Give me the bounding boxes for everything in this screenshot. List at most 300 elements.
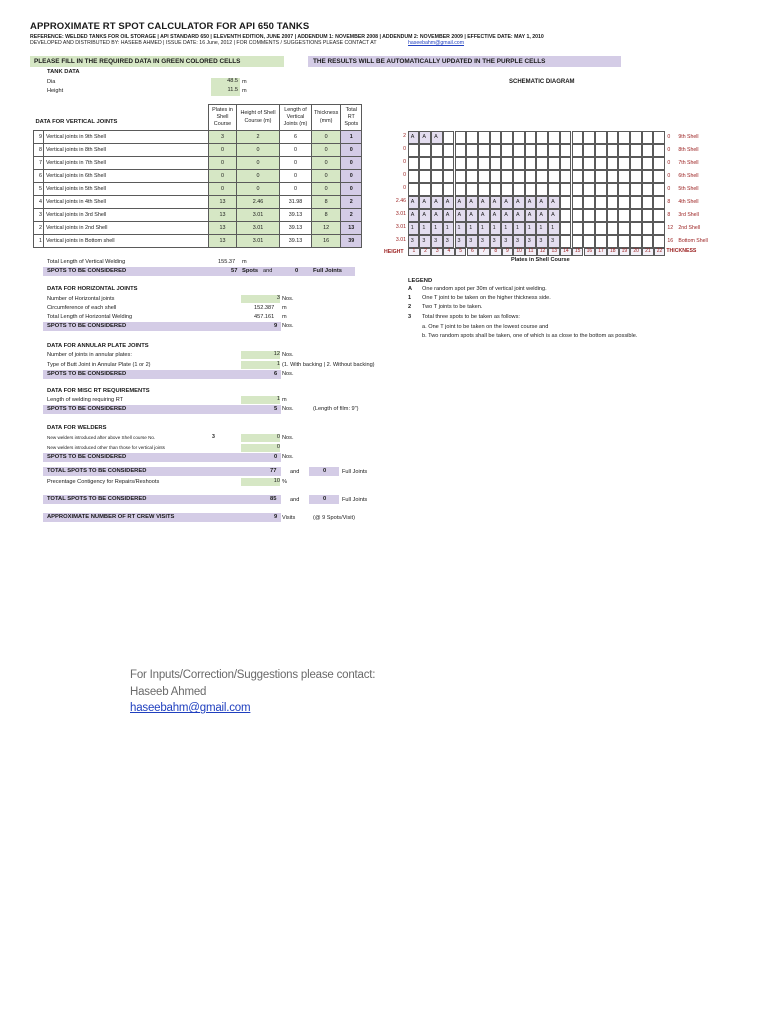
schematic-cell: 1 (501, 222, 513, 235)
schematic-cell (595, 222, 607, 235)
legend-text: Two T joints to be taken. (422, 304, 483, 311)
vertical-joint-row (34, 235, 362, 248)
schematic-cell (583, 144, 595, 157)
rt-spots-value: 39 (341, 235, 362, 248)
dia-label: Dia (47, 79, 56, 85)
schematic-row-height: 3.01 (395, 237, 406, 244)
schematic-cell (501, 157, 513, 170)
schematic-cell (455, 157, 467, 170)
schematic-cell (618, 157, 630, 170)
plates-input[interactable]: 13 (209, 222, 237, 235)
schematic-cell (653, 183, 665, 196)
schematic-cell (630, 196, 642, 209)
schematic-cell: A (431, 209, 443, 222)
schematic-column-number: 3 (431, 248, 443, 256)
schematic-cell: A (408, 131, 420, 144)
schematic-column-number: 20 (630, 248, 642, 256)
annular-spots-unit: Nos. (282, 371, 294, 377)
schematic-cell (618, 209, 630, 222)
legend-key: 1 (408, 295, 412, 302)
thickness-input[interactable]: 8 (312, 196, 341, 209)
plates-input[interactable]: 0 (209, 144, 237, 157)
schematic-cell (583, 157, 595, 170)
row-index: 4 (34, 196, 44, 209)
vertical-joint-row (34, 209, 362, 222)
legend-sub-b: b. Two random spots shall be taken, one of which is as close to the bottom as possible. (422, 333, 638, 339)
row-index: 8 (34, 144, 44, 157)
horizontal-num-label: Number of Horizontal joints (47, 296, 115, 302)
schematic-column-number: 22 (654, 248, 666, 256)
schematic-cell (455, 183, 467, 196)
contingency-input[interactable]: 10 (241, 478, 280, 486)
misc-length-input[interactable]: 1 (241, 396, 280, 404)
schematic-cell (513, 170, 525, 183)
schematic-cell (466, 183, 478, 196)
contact-email-link[interactable]: haseebahm@gmail.com (130, 702, 251, 715)
annular-num-input[interactable]: 12 (241, 351, 280, 359)
legend-key: A (408, 286, 413, 292)
schematic-cell (618, 235, 630, 248)
schematic-cell (560, 157, 572, 170)
thickness-input[interactable]: 0 (312, 183, 341, 196)
schematic-cell (478, 183, 490, 196)
schematic-cell (548, 183, 560, 196)
schematic-cell (560, 209, 572, 222)
schematic-cell (490, 183, 502, 196)
schematic-row-shell: Bottom Shell (678, 238, 708, 245)
course-height-input[interactable]: 0 (237, 157, 280, 170)
crew-visits-unit: Visits (282, 515, 296, 521)
schematic-column-number: 7 (478, 248, 490, 256)
schematic-cell (607, 222, 619, 235)
schematic-cell (630, 170, 642, 183)
schematic-cell: A (501, 196, 513, 209)
schematic-cell (560, 131, 572, 144)
thickness-input[interactable]: 8 (312, 209, 341, 222)
grand-total-and: and (290, 497, 300, 503)
schematic-cell: A (431, 131, 443, 144)
schematic-cell (630, 144, 642, 157)
schematic-cell (583, 209, 595, 222)
schematic-cell (408, 170, 420, 183)
plates-input[interactable]: 3 (209, 131, 237, 144)
plates-input[interactable]: 13 (209, 209, 237, 222)
schematic-cell (536, 144, 548, 157)
plates-input[interactable]: 13 (209, 235, 237, 248)
annular-spots-value: 6 (274, 371, 278, 377)
schematic-cell (525, 183, 537, 196)
course-height-input[interactable]: 3.01 (237, 209, 280, 222)
schematic-cell (501, 144, 513, 157)
schematic-cell (572, 222, 584, 235)
schematic-cell: 1 (548, 222, 560, 235)
schematic-cell (536, 183, 548, 196)
rt-spots-value: 13 (341, 222, 362, 235)
row-label: Vertical joints in 2nd Shell (44, 222, 209, 235)
row-index: 6 (34, 170, 44, 183)
schematic-cell (455, 170, 467, 183)
schematic-cell (478, 170, 490, 183)
schematic-column-number: 1 (408, 248, 420, 256)
schematic-cell (466, 170, 478, 183)
schematic-cell: A (419, 209, 431, 222)
course-height-input[interactable]: 2.46 (237, 196, 280, 209)
schematic-cell: 3 (536, 235, 548, 248)
schematic-cell (642, 144, 654, 157)
schematic-cell (630, 235, 642, 248)
schematic-cell (642, 196, 654, 209)
vertical-spots-label: SPOTS TO BE CONSIDERED (47, 268, 127, 274)
thickness-input[interactable]: 0 (312, 170, 341, 183)
schematic-cell: 1 (490, 222, 502, 235)
schematic-cell: A (408, 209, 420, 222)
schematic-cell: A (443, 196, 455, 209)
schematic-column-number: 12 (537, 248, 549, 256)
vertical-joint-row (34, 144, 362, 157)
total-full-value: 0 (323, 468, 327, 474)
schematic-cell: 3 (443, 235, 455, 248)
schematic-row-shell: 4th Shell (678, 199, 699, 206)
circumference-unit: m (282, 305, 287, 311)
schematic-column-number: 6 (467, 248, 479, 256)
misc-heading: DATA FOR MISC RT REQUIREMENTS (47, 388, 150, 394)
col-plates-header: Plates in Shell Course (209, 105, 237, 131)
schematic-cell (490, 170, 502, 183)
schematic-row-height: 0 (403, 172, 406, 179)
annular-num-label: Number of joints in annular plates: (47, 352, 132, 358)
crew-visits-label: APPROXIMATE NUMBER OF RT CREW VISITS (47, 514, 175, 520)
schematic-cell (525, 170, 537, 183)
thickness-input[interactable]: 0 (312, 157, 341, 170)
row-index: 7 (34, 157, 44, 170)
schematic-row-height: 2 (403, 133, 406, 139)
course-height-input[interactable]: 0 (237, 183, 280, 196)
vertical-full-label: Full Joints (313, 268, 342, 274)
vertical-and: and (263, 268, 273, 274)
course-height-input[interactable]: 2 (237, 131, 280, 144)
schematic-cell (466, 131, 478, 144)
schematic-cell (583, 196, 595, 209)
schematic-cell: A (408, 196, 420, 209)
schematic-cell: A (490, 209, 502, 222)
schematic-column-number: 9 (502, 248, 514, 256)
schematic-cell (548, 157, 560, 170)
schematic-cell (490, 131, 502, 144)
schematic-cell: 3 (431, 235, 443, 248)
schematic-cell (642, 209, 654, 222)
schematic-cell (630, 183, 642, 196)
schematic-cell (536, 170, 548, 183)
schematic-cell (501, 170, 513, 183)
schematic-cell: 3 (408, 235, 420, 248)
schematic-row-height: 3.01 (395, 211, 406, 218)
schematic-cell (560, 196, 572, 209)
welders-spots-label: SPOTS TO BE CONSIDERED (47, 454, 127, 460)
new-welders-course: 3 (212, 434, 215, 440)
misc-length-label: Length of welding requiring RT (47, 397, 124, 403)
schematic-cell: A (525, 209, 537, 222)
schematic-cell: 1 (478, 222, 490, 235)
schematic-cell (408, 183, 420, 196)
welders-spots-unit: Nos. (282, 454, 294, 460)
schematic-cell (455, 144, 467, 157)
schematic-column-number: 4 (443, 248, 455, 256)
schematic-cell (478, 131, 490, 144)
schematic-cell (513, 157, 525, 170)
schematic-cell: 3 (548, 235, 560, 248)
page-title: APPROXIMATE RT SPOT CALCULATOR FOR API 650 TANKS (30, 21, 310, 32)
rt-spots-value: 2 (341, 209, 362, 222)
schematic-cell: A (536, 209, 548, 222)
schematic-cell (560, 222, 572, 235)
schematic-cell: A (431, 196, 443, 209)
new-welders-input[interactable]: 0 (241, 434, 280, 442)
schematic-cell (490, 144, 502, 157)
schematic-row-thickness: 8 (667, 212, 671, 219)
schematic-cell (607, 183, 619, 196)
schematic-cell (443, 183, 455, 196)
schematic-cell: A (419, 196, 431, 209)
schematic-cell (642, 157, 654, 170)
annular-num-unit: Nos. (282, 352, 294, 358)
thickness-input[interactable]: 0 (312, 131, 341, 144)
plates-input[interactable]: 0 (209, 157, 237, 170)
schematic-cell (618, 222, 630, 235)
horizontal-total-label: Total Length of Horizontal Welding (47, 314, 133, 320)
schematic-cell (642, 170, 654, 183)
joint-length-value: 39.13 (280, 235, 312, 248)
schematic-column-number: 5 (455, 248, 467, 256)
schematic-cell (607, 209, 619, 222)
schematic-cell (653, 131, 665, 144)
row-label: Vertical joints in 7th Shell (44, 157, 209, 170)
schematic-cell (548, 144, 560, 157)
plates-input[interactable]: 0 (209, 183, 237, 196)
schematic-cell (618, 170, 630, 183)
joint-length-value: 39.13 (280, 222, 312, 235)
vertical-joint-row (34, 183, 362, 196)
schematic-cell (548, 170, 560, 183)
schematic-cell (595, 157, 607, 170)
schematic-row-shell: 5th Shell (678, 186, 699, 193)
reference-line: REFERENCE: WELDED TANKS FOR OIL STORAGE | API STANDARD 650 | ELEVENTH EDITION, JUNE 2007 | ADDENDUM 1: NOVEMBER 2008 | ADDENDUM 2: NOVEMBER 2009 | EFFECTIVE DATE: MAY 1, 2010 (30, 34, 544, 40)
total-spots-label: TOTAL SPOTS TO BE CONSIDERED (47, 468, 147, 474)
total-spots-and: and (290, 469, 300, 475)
schematic-cell (630, 209, 642, 222)
row-index: 1 (34, 235, 44, 248)
schematic-row-height: 3.01 (395, 224, 406, 231)
schematic-cell: 1 (536, 222, 548, 235)
schematic-column-number: 17 (595, 248, 607, 256)
misc-length-unit: m (282, 397, 287, 403)
annular-type-input[interactable]: 1 (241, 361, 280, 369)
schematic-cell (607, 157, 619, 170)
schematic-cell: 3 (466, 235, 478, 248)
schematic-row-shell: 6th Shell (678, 173, 699, 180)
course-height-input[interactable]: 0 (237, 144, 280, 157)
rt-spots-value: 0 (341, 144, 362, 157)
schematic-cell (642, 131, 654, 144)
schematic-cell: 3 (513, 235, 525, 248)
thickness-input[interactable]: 0 (312, 144, 341, 157)
horizontal-num-unit: Nos. (282, 296, 294, 302)
schematic-cell: A (478, 209, 490, 222)
vertical-joint-row (34, 157, 362, 170)
course-height-input[interactable]: 3.01 (237, 235, 280, 248)
vertical-joint-row (34, 222, 362, 235)
schematic-cell (525, 131, 537, 144)
col-length-header: Length of Vertical Joints (m) (280, 105, 312, 131)
legend-text: Total three spots to be taken as follows: (422, 313, 520, 320)
schematic-cell (501, 183, 513, 196)
row-label: Vertical joints in 3rd Shell (44, 209, 209, 222)
vertical-full-value: 0 (295, 268, 299, 274)
height-input[interactable]: 11.5 (211, 87, 240, 96)
schematic-cell (419, 183, 431, 196)
schematic-cell: 3 (419, 235, 431, 248)
annular-type-label: Type of Butt Joint in Annular Plate (1 or 2) (47, 362, 151, 368)
col-height-header: Height of Shell Course (m) (237, 105, 280, 131)
joint-length-value: 6 (280, 131, 312, 144)
schematic-cell: 1 (525, 222, 537, 235)
legend-text: One random spot per 30m of vertical joint welding. (422, 286, 547, 292)
misc-spots-value: 5 (274, 406, 278, 412)
schematic-row-shell: 8th Shell (678, 147, 699, 154)
input-instruction-band: PLEASE FILL IN THE REQUIRED DATA IN GREEN COLORED CELLS (30, 56, 284, 67)
schematic-cell (572, 170, 584, 183)
schematic-cell: A (478, 196, 490, 209)
schematic-cell: A (513, 196, 525, 209)
misc-spots-unit: Nos. (282, 406, 294, 412)
rt-spots-value: 1 (341, 131, 362, 144)
schematic-column-number: 2 (420, 248, 432, 256)
schematic-row-thickness: 0 (667, 186, 671, 193)
schematic-cell: A (490, 196, 502, 209)
joint-length-value: 31.98 (280, 196, 312, 209)
horizontal-spots-unit: Nos. (282, 323, 294, 329)
tank-data-heading: TANK DATA (47, 69, 80, 75)
schematic-row-thickness: 0 (667, 147, 671, 154)
schematic-row-thickness: 0 (667, 173, 671, 180)
schematic-cell (560, 235, 572, 248)
annular-spots-label: SPOTS TO BE CONSIDERED (47, 371, 127, 377)
horizontal-total-unit: m (282, 314, 287, 320)
schematic-cell: 3 (455, 235, 467, 248)
schematic-cell (443, 157, 455, 170)
schematic-cell (560, 183, 572, 196)
legend-key: 3 (408, 313, 412, 320)
schematic-cell: 1 (443, 222, 455, 235)
row-label: Vertical joints in 4th Shell (44, 196, 209, 209)
height-label: Height (47, 88, 64, 94)
schematic-cell (455, 131, 467, 144)
schematic-cell (560, 170, 572, 183)
schematic-cell (513, 183, 525, 196)
horizontal-num-input[interactable]: 3 (241, 295, 280, 303)
schematic-column-number: 18 (607, 248, 619, 256)
circumference-label: Circumference of each shell (47, 305, 117, 311)
header-email-link[interactable]: haseebahm@gmail.com (408, 40, 465, 46)
schematic-cell (607, 144, 619, 157)
schematic-cell (443, 170, 455, 183)
schematic-cell: A (455, 196, 467, 209)
schematic-row-shell: 9th Shell (678, 134, 699, 140)
schematic-cell (583, 131, 595, 144)
rt-spots-value: 0 (341, 157, 362, 170)
schematic-cell (607, 196, 619, 209)
schematic-cell: A (513, 209, 525, 222)
horizontal-total-value: 457.161 (254, 314, 275, 320)
course-height-input[interactable]: 0 (237, 170, 280, 183)
other-welders-input[interactable]: 0 (241, 444, 280, 452)
schematic-cell (408, 157, 420, 170)
circumference-value: 152.387 (254, 305, 275, 311)
vertical-joints-heading: DATA FOR VERTICAL JOINTS (35, 119, 118, 126)
contact-block (130, 667, 375, 717)
course-height-input[interactable]: 3.01 (237, 222, 280, 235)
schematic-row-shell: 2nd Shell (678, 225, 701, 232)
row-index: 3 (34, 209, 44, 222)
crew-visits-note: (@ 9 Spots/Visit) (313, 515, 355, 521)
schematic-cell (618, 183, 630, 196)
vertical-spots-value: 57 (231, 268, 238, 274)
schematic-row-height: 0 (403, 146, 406, 153)
schematic-cell: 1 (466, 222, 478, 235)
crew-visits-value: 9 (274, 514, 278, 520)
plates-input[interactable]: 0 (209, 170, 237, 183)
horizontal-spots-label: SPOTS TO BE CONSIDERED (47, 323, 127, 329)
schematic-cell (431, 144, 443, 157)
schematic-cell (630, 131, 642, 144)
schematic-cell: A (525, 196, 537, 209)
schematic-x-axis-label: Plates in Shell Course (511, 257, 570, 264)
vertical-spots-unit: Spots (242, 268, 259, 274)
schematic-cell (525, 157, 537, 170)
schematic-column-number: 13 (548, 248, 560, 256)
schematic-cell (618, 144, 630, 157)
schematic-cell: 3 (501, 235, 513, 248)
schematic-cell (466, 157, 478, 170)
row-label: Vertical joints in 5th Shell (44, 183, 209, 196)
schematic-column-number: 16 (584, 248, 596, 256)
total-vertical-length-value: 155.37 (218, 259, 236, 265)
row-index: 9 (34, 131, 44, 144)
row-index: 5 (34, 183, 44, 196)
schematic-cell (595, 209, 607, 222)
schematic-cell (653, 170, 665, 183)
schematic-cell (443, 144, 455, 157)
total-full-label: Full Joints (342, 469, 368, 475)
schematic-row-shell: 3rd Shell (678, 212, 699, 219)
plates-input[interactable]: 13 (209, 196, 237, 209)
schematic-column-number: 15 (572, 248, 584, 256)
total-vertical-length-label: Total Length of Vertical Welding (47, 259, 126, 265)
schematic-row-thickness: 0 (667, 134, 671, 140)
dia-input[interactable]: 48.5 (211, 78, 240, 87)
schematic-cell (572, 235, 584, 248)
thickness-input[interactable]: 16 (312, 235, 341, 248)
schematic-title: SCHEMATIC DIAGRAM (509, 79, 575, 85)
grand-total-label: TOTAL SPOTS TO BE CONSIDERED (47, 496, 147, 502)
col-spots-header: Total RT Spots (341, 105, 362, 131)
rt-spots-value: 0 (341, 170, 362, 183)
schematic-cell (466, 144, 478, 157)
grand-full-label: Full Joints (342, 497, 368, 503)
joint-length-value: 0 (280, 144, 312, 157)
thickness-input[interactable]: 12 (312, 222, 341, 235)
schematic-thickness-label: THICKNESS (666, 248, 697, 255)
schematic-cell (607, 131, 619, 144)
